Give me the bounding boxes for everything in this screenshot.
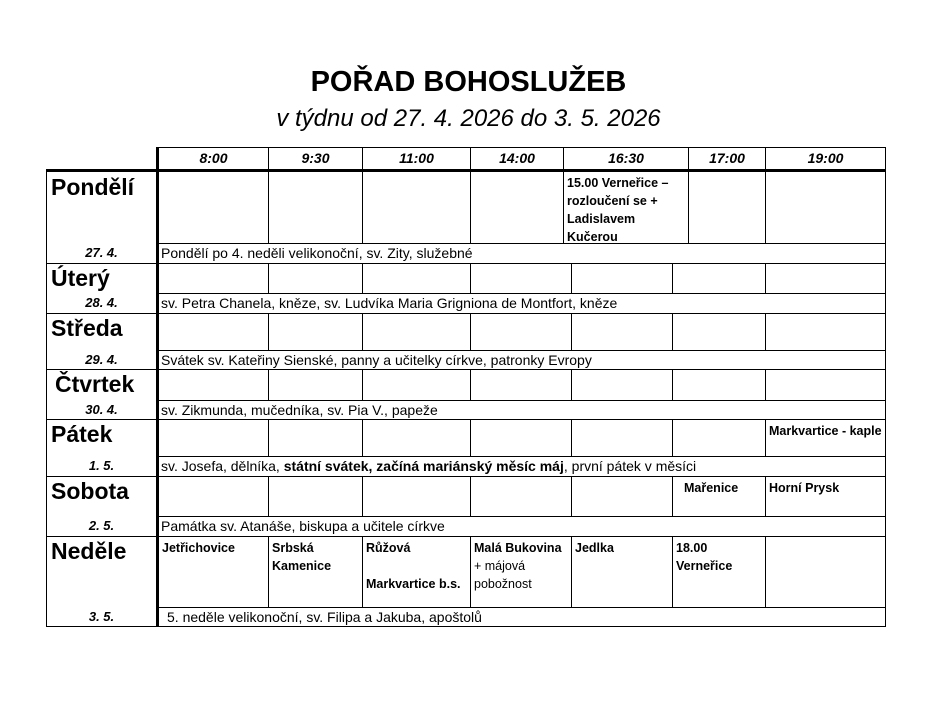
- time-header-1900: 19:00: [807, 150, 844, 166]
- mass-sunday-1400-note: + májová pobožnost: [474, 559, 532, 591]
- feast-friday-part-1: sv. Josefa, dělníka,: [161, 458, 284, 474]
- feast-friday-part-3: , první pátek v měsíci: [563, 458, 697, 474]
- day-date-thursday: 30. 4.: [85, 402, 118, 417]
- mass-sunday-1700: 18.00 Verneřice: [676, 541, 733, 573]
- mass-monday-1630: 15.00 Verneřice – rozloučení se + Ladislavem Kučerou: [567, 176, 669, 243]
- mass-sunday-0930: Srbská Kamenice: [272, 541, 332, 573]
- feast-friday-holiday: státní svátek, začíná mariánský měsíc máj: [283, 458, 564, 474]
- day-date-monday: 27. 4.: [85, 245, 118, 260]
- day-name-thursday: Čtvrtek: [55, 371, 135, 397]
- day-name-monday: Pondělí: [51, 174, 135, 200]
- day-name-wednesday: Středa: [51, 315, 123, 341]
- feast-wednesday: Svátek sv. Kateřiny Sienské, panny a učitelky církve, patronky Evropy: [161, 352, 592, 368]
- day-date-friday: 1. 5.: [88, 458, 115, 473]
- time-header-1630: 16:30: [608, 150, 644, 166]
- day-name-tuesday: Úterý: [51, 265, 110, 291]
- day-date-sunday: 3. 5.: [88, 609, 115, 624]
- time-header-0930: 9:30: [301, 150, 330, 166]
- time-header-1100: 11:00: [399, 150, 434, 166]
- mass-sunday-0800: Jetřichovice: [162, 541, 235, 555]
- day-date-saturday: 2. 5.: [88, 518, 115, 533]
- mass-saturday-1700: Mařenice: [684, 481, 739, 495]
- mass-friday-1900: Markvartice - kaple: [769, 424, 882, 438]
- mass-sunday-1400: [471, 537, 571, 607]
- mass-sunday-1100: [363, 537, 470, 607]
- schedule-table: [46, 147, 886, 627]
- feast-sunday: 5. neděle velikonoční, sv. Filipa a Jakuba, apoštolů: [167, 609, 482, 625]
- mass-sunday-1400-place: Malá Bukovina: [474, 541, 562, 555]
- feast-friday: [159, 457, 885, 476]
- page-subtitle: v týdnu od 27. 4. 2026 do 3. 5. 2026: [276, 105, 661, 132]
- feast-saturday: Památka sv. Atanáše, biskupa a učitele církve: [161, 518, 445, 534]
- day-date-tuesday: 28. 4.: [85, 295, 118, 310]
- mass-sunday-1100-markvartice: Markvartice b.s.: [366, 577, 461, 591]
- mass-sunday-1630: Jedlka: [575, 541, 614, 555]
- day-name-friday: Pátek: [51, 421, 113, 447]
- time-header-1700: 17:00: [709, 150, 745, 166]
- mass-sunday-1100-ruzova: Růžová: [366, 541, 411, 555]
- page-title: POŘAD BOHOSLUŽEB: [310, 66, 627, 98]
- time-header-0800: 8:00: [199, 150, 228, 166]
- day-name-saturday: Sobota: [51, 478, 129, 504]
- feast-monday: Pondělí po 4. neděli velikonoční, sv. Zity, služebné: [161, 245, 473, 261]
- mass-saturday-1900: Horní Prysk: [769, 481, 840, 495]
- day-date-wednesday: 29. 4.: [85, 352, 118, 367]
- feast-thursday: sv. Zikmunda, mučedníka, sv. Pia V., papeže: [161, 402, 438, 418]
- time-header-1400: 14:00: [499, 150, 535, 166]
- feast-tuesday: sv. Petra Chanela, kněze, sv. Ludvíka Maria Grigniona de Montfort, kněze: [161, 295, 618, 311]
- day-name-sunday: Neděle: [51, 538, 127, 564]
